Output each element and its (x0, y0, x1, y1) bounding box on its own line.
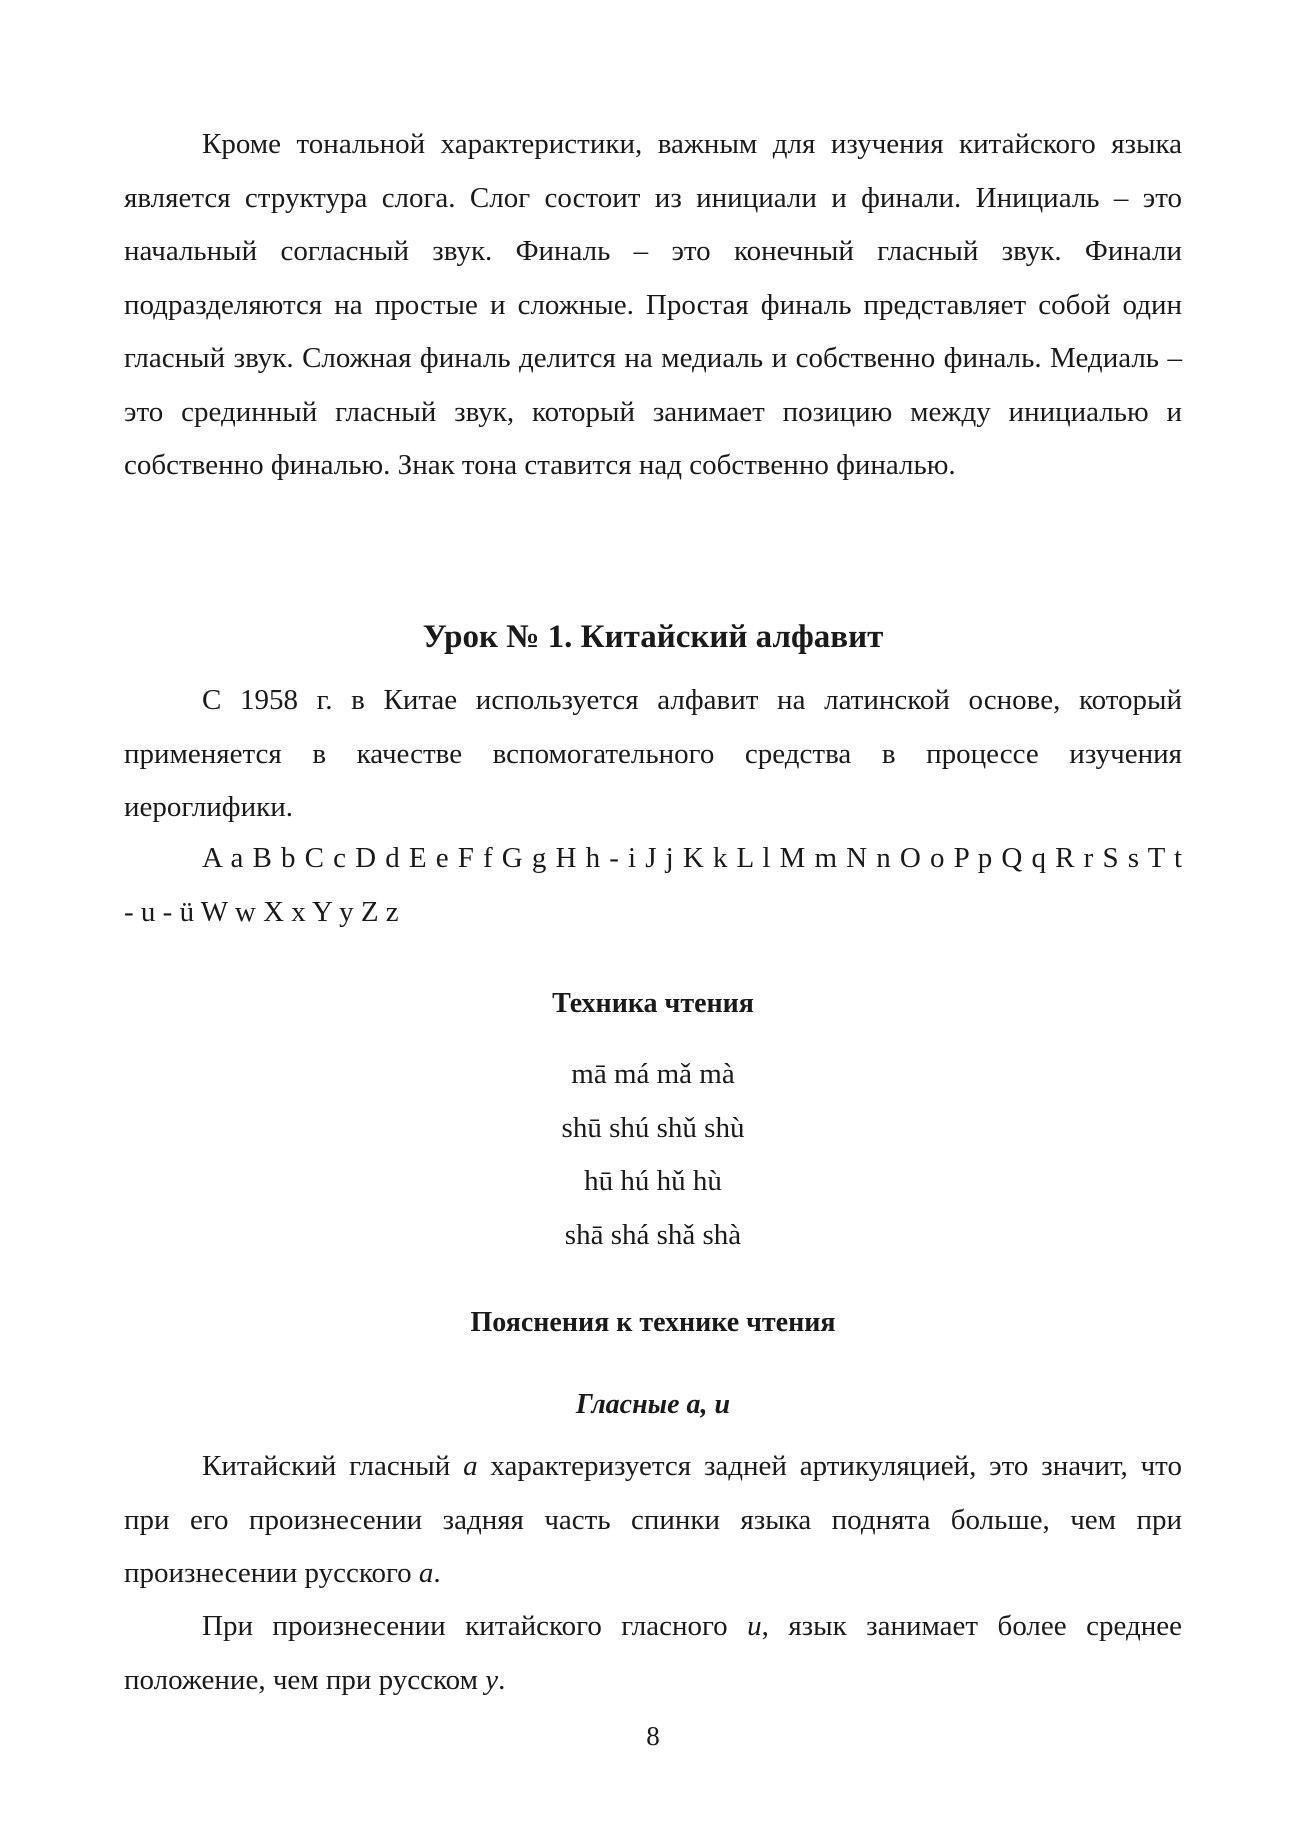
vowel-a-letter-russian: а (418, 1557, 434, 1589)
page-number: 8 (646, 1721, 660, 1751)
vowel-u-text-end: . (498, 1663, 506, 1696)
reading-explanation-heading: Пояснения к технике чтения (470, 1307, 836, 1338)
vowel-a-text-middle: характеризуется задней артикуляцией, это значит, что при его произнесении задняя часть спинки языка поднята больше, чем при произнесении русского (124, 1450, 1182, 1589)
vowel-a-paragraph (124, 1440, 1182, 1601)
reading-drill-line: hū hú hǔ hù (584, 1165, 722, 1197)
vowel-u-letter-russian: у (485, 1663, 499, 1696)
reading-drills-list (124, 1048, 1182, 1262)
reading-drill-line: mā má mǎ mà (571, 1058, 735, 1090)
vowels-heading: Гласные а, и (575, 1389, 731, 1420)
vowel-u-text-middle: , язык занимает более среднее положение, чем при русском (124, 1610, 1182, 1696)
reading-technique-heading: Техника чтения (552, 988, 754, 1019)
vowel-a-text-start: Китайский гласный (202, 1450, 464, 1482)
intro-paragraph: Кроме тональной характеристики, важным для изучения китайского языка является структура слога. Слог состоит из инициали и финали. Инициаль – это начальный согласный звук. Финаль – это конечный гласный звук. Финали подразделяются на простые и сложные. Простая финаль представляет собой один гласный звук. Сложная финаль делится на медиаль и собственно финаль. Медиаль – это срединный гласный звук, который занимает позицию между инициалью и собственно финалью. Знак тона ставится над собственно финалью. (124, 128, 1182, 481)
vowel-u-text-start: При произнесении китайского гласного (202, 1610, 748, 1642)
vowel-a-letter: а (463, 1450, 478, 1482)
vowel-a-text-end: . (433, 1557, 441, 1589)
alphabet-line-1: A a B b C c D d E e F f G g H h - i J j K k L l M m N n O o P p Q q R r S s T t (202, 842, 1182, 874)
vowel-u-letter: и (747, 1610, 762, 1642)
alphabet-intro-paragraph: С 1958 г. в Китае используется алфавит на латинской основе, который применяется в качестве вспомогательного средства в процессе изучения иероглифики. (124, 684, 1182, 823)
reading-drill-line: shā shá shǎ shà (564, 1218, 742, 1251)
reading-drill-line: shū shú shǔ shù (561, 1111, 745, 1144)
alphabet-listing (124, 832, 1182, 939)
lesson-heading: Урок № 1. Китайский алфавит (422, 619, 884, 655)
vowel-u-paragraph (124, 1600, 1182, 1707)
alphabet-line-2: - u - ü W w X x Y y Z z (124, 895, 399, 928)
